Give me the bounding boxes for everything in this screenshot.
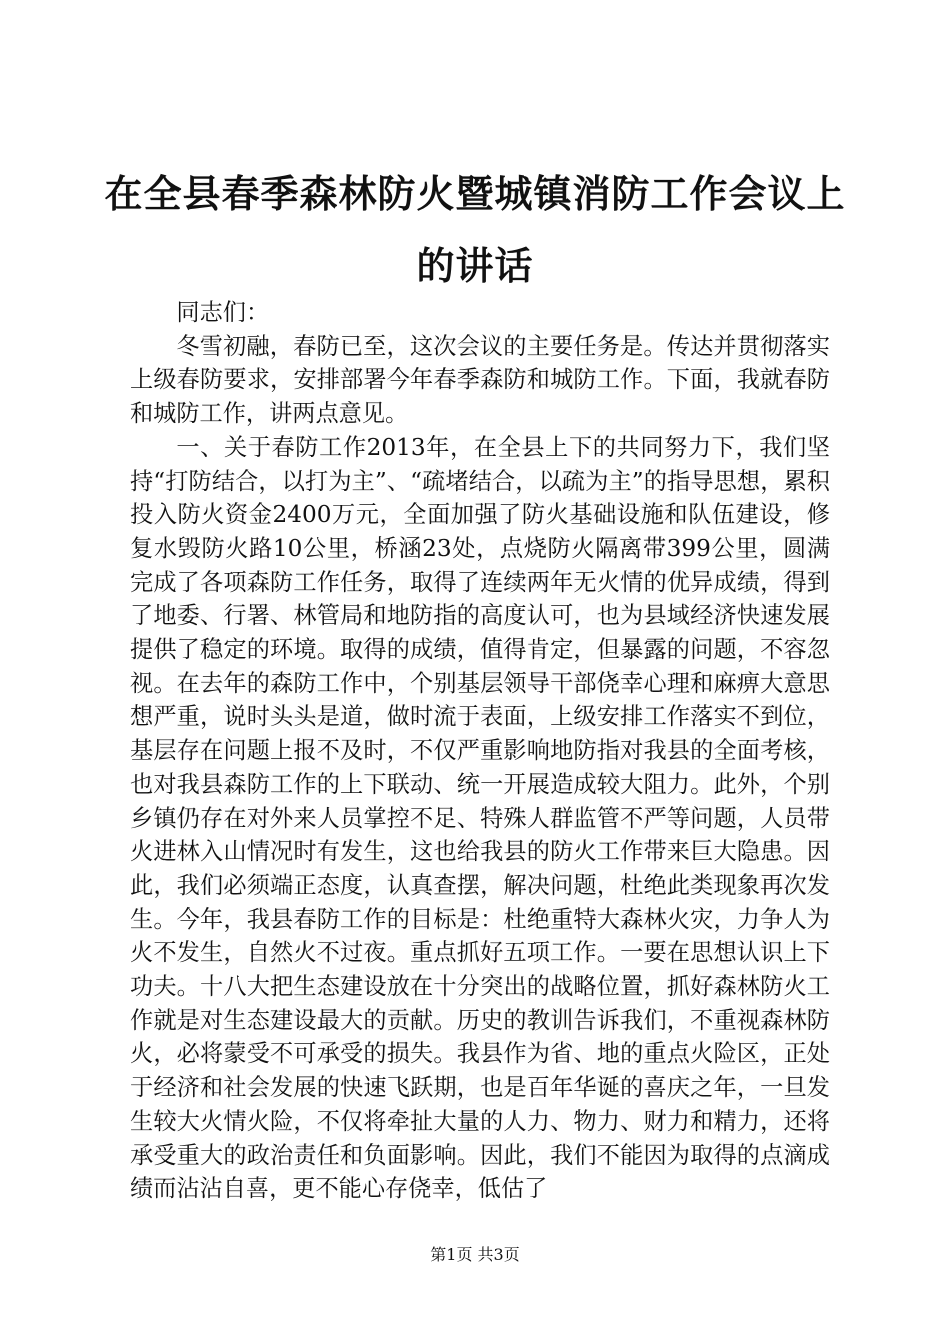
intro-paragraph: 冬雪初融，春防已至，这次会议的主要任务是。传达并贯彻落实上级春防要求，安排部署今年春季森防和城防工作。下面，我就春防和城防工作，讲两点意见。 [130, 332, 830, 428]
salutation-paragraph: 同志们： [176, 299, 270, 326]
page-number-footer: 第1页 共3页 [430, 1245, 520, 1264]
document-title: 在全县春季森林防火暨城镇消防工作会议上的讲话 [104, 171, 846, 288]
document-body [130, 296, 830, 1206]
section-one-paragraph: 一、关于春防工作2013年，在全县上下的共同努力下，我们坚持“打防结合，以打为主”、“疏堵结合，以疏为主”的指导思想，累积投入防火资金2400万元，全面加强了防火基础设施和队伍建设，修复水毁防火路10公里，桥涵23处，点烧防火隔离带399公里，圆满完成了各项森防工作任务，取得了连续两年无火情的优异成绩，得到了地委、行署、林管局和地防指的高度认可，也为县域经济快速发展提供了稳定的环境。取得的成绩，值得肯定，但暴露的问题，不容忽视。在去年的森防工作中，个别基层领导干部侥幸心理和麻痹大意思想严重，说时头头是道，做时流于表面，上级安排工作落实不到位，基层存在问题上报不及时，不仅严重影响地防指对我县的全面考核，也对我县森防工作的上下联动、统一开展造成较大阻力。此外，个别乡镇仍存在对外来人员掌控不足、特殊人群监管不严等问题，人员带火进林入山情况时有发生，这也给我县的防火工作带来巨大隐患。因此，我们必须端正态度，认真查摆，解决问题，杜绝此类现象再次发生。今年，我县春防工作的目标是：杜绝重特大森林火灾，力争人为火不发生，自然火不过夜。重点抓好五项工作。一要在思想认识上下功夫。十八大把生态建设放在十分突出的战略位置，抓好森林防火工作就是对生态建设最大的贡献。历史的教训告诉我们，不重视森林防火，必将蒙受不可承受的损失。我县作为省、地的重点火险区，正处于经济和社会发展的快速飞跃期，也是百年华诞的喜庆之年，一旦发生较大火情火险，不仅将牵扯大量的人力、物力、财力和精力，还将承受重大的政治责任和负面影响。因此，我们不能因为取得的点滴成绩而沾沾自喜，更不能心存侥幸，低估了 [130, 433, 830, 1203]
